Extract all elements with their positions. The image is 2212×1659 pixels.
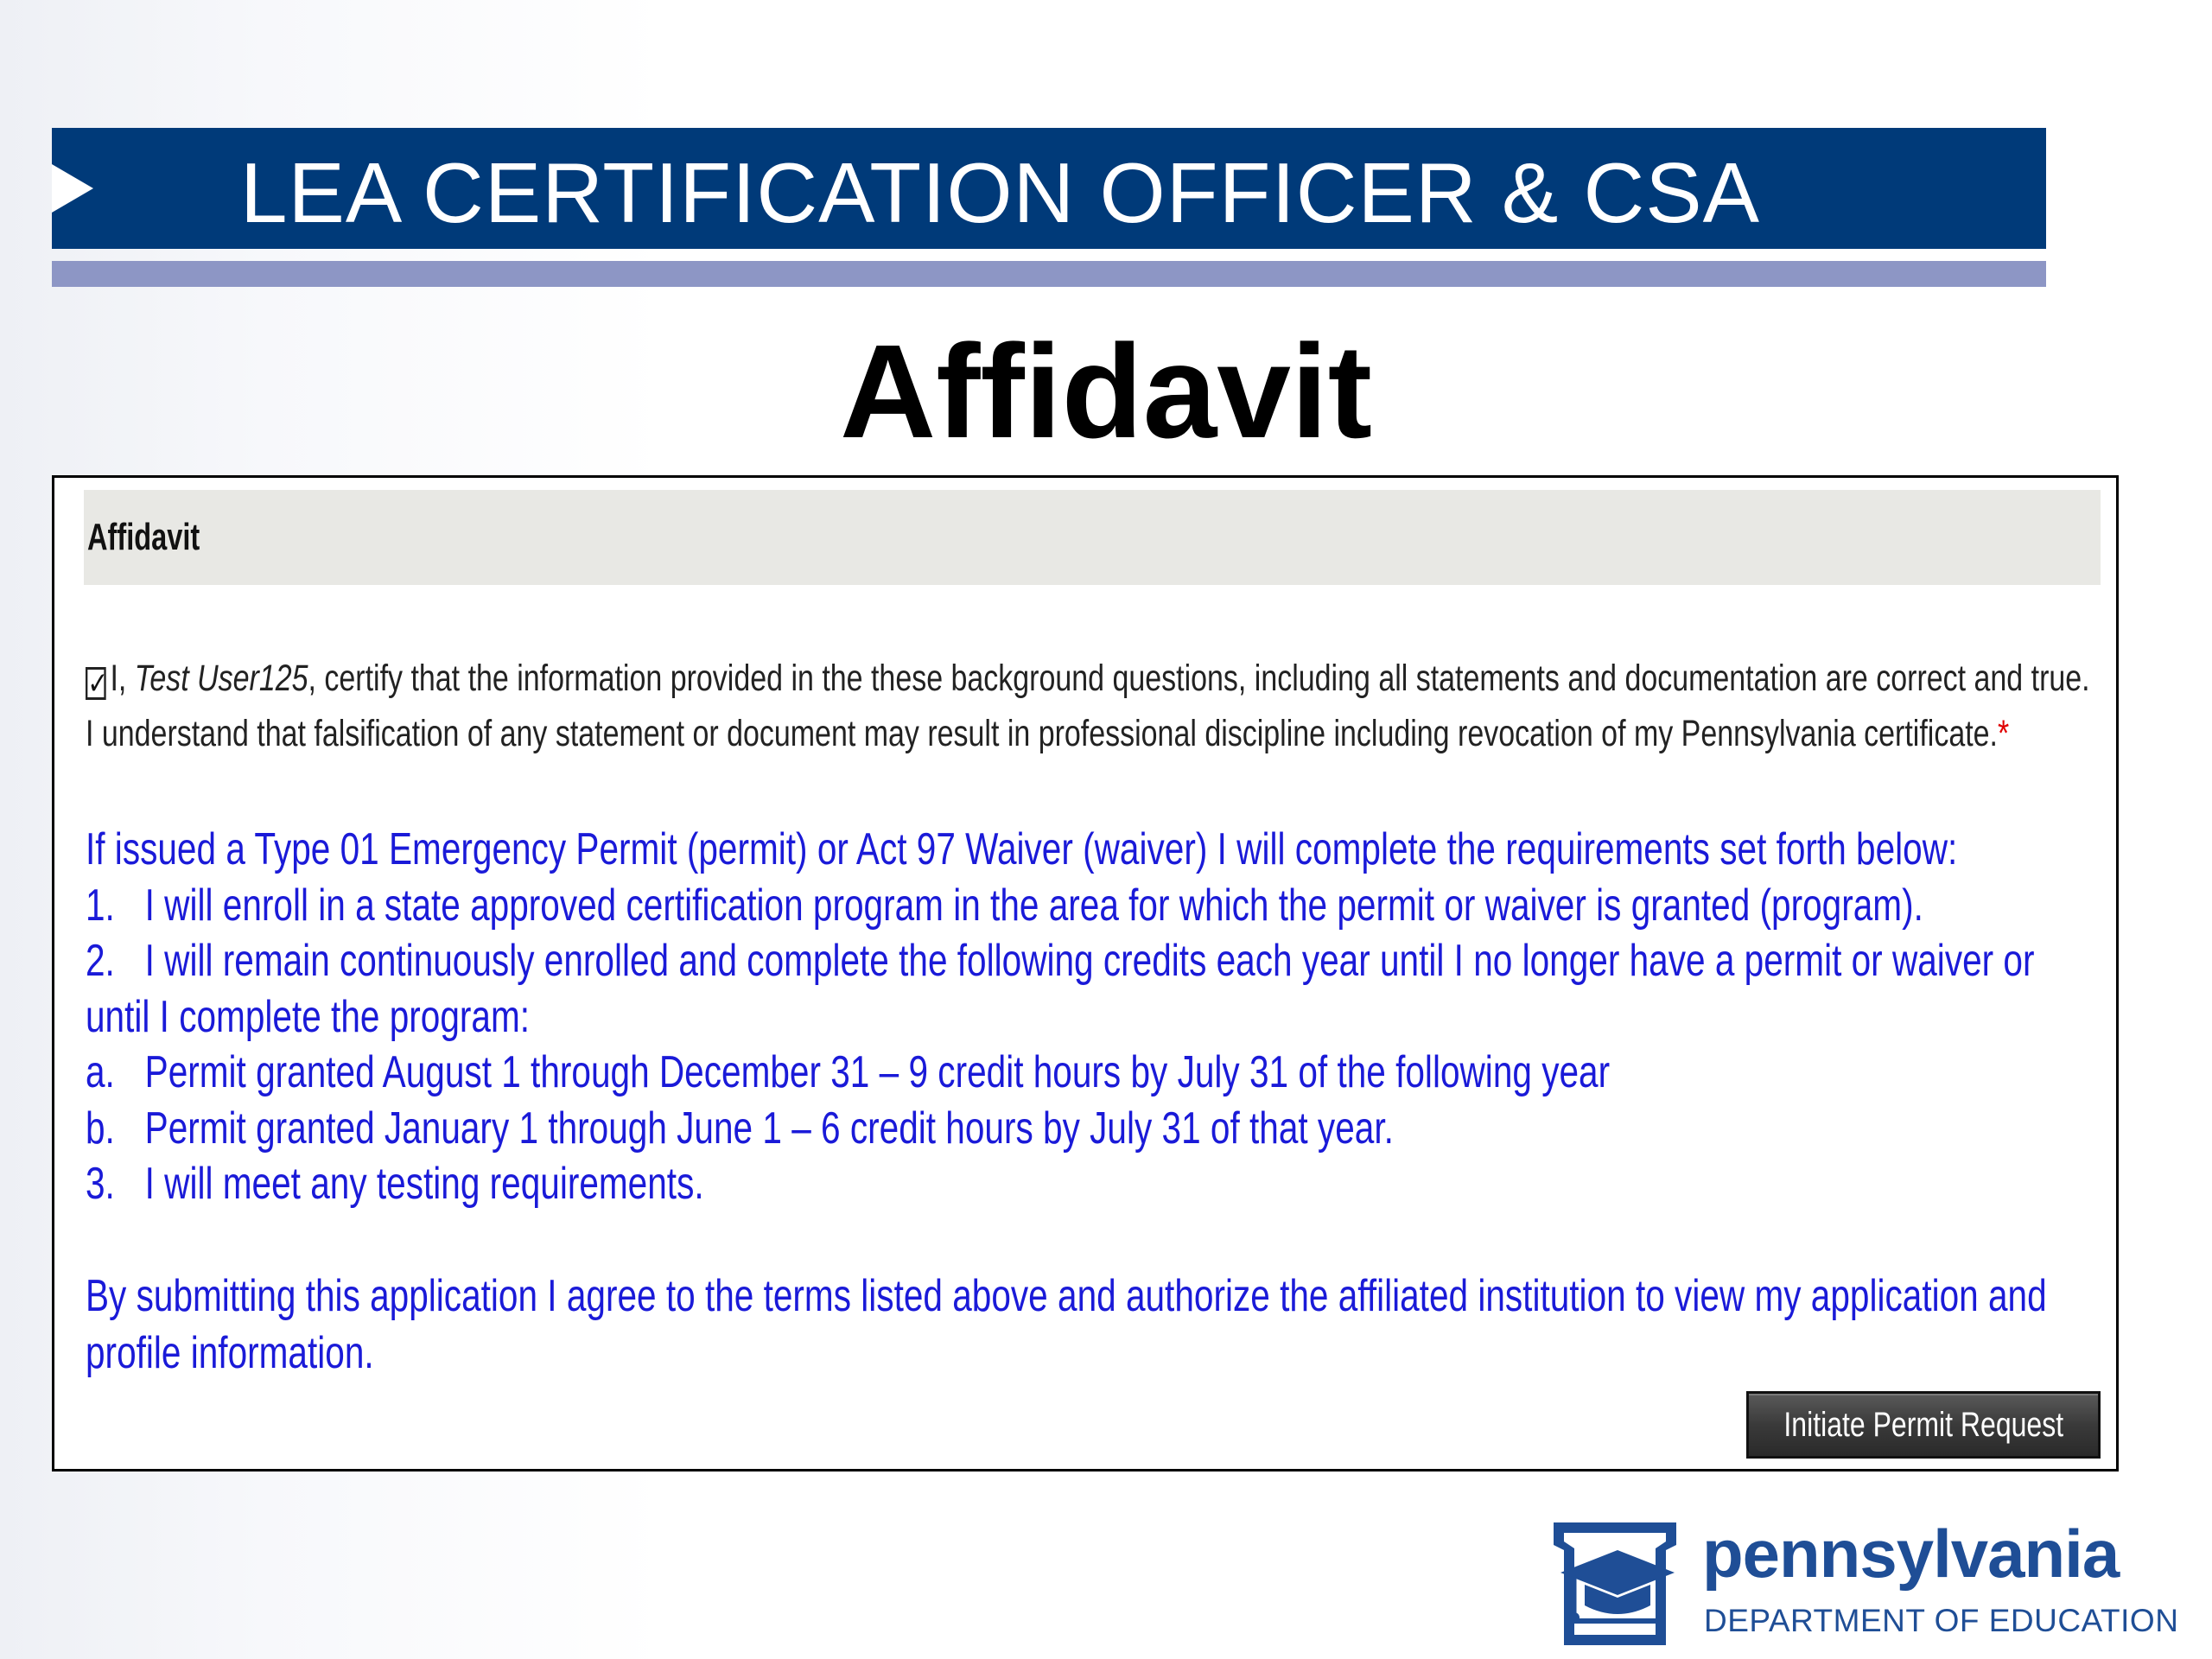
list-item-text: Permit granted January 1 through June 1 – 6 credit hours by July 31 of that year. [144, 1103, 1394, 1154]
title-banner [52, 128, 2046, 249]
certifying-user-name: Test User125 [134, 658, 308, 699]
requirements-intro: If issued a Type 01 Emergency Permit (permit) or Act 97 Waiver (waiver) I will complete the requirements set forth below: [86, 824, 1958, 874]
list-item-marker: 2. [86, 936, 115, 986]
list-item [86, 878, 2107, 934]
panel-header-label: Affidavit [87, 516, 200, 558]
requirements-list [86, 822, 2107, 1212]
certification-statement [86, 651, 2106, 761]
initiate-permit-request-label: Initiate Permit Request [1783, 1406, 2064, 1444]
agreement-text: By submitting this application I agree to the terms listed above and authorize the affiliated institution to view my application and profile information. [86, 1271, 2047, 1378]
panel-header [84, 490, 2101, 585]
list-item-text: I will remain continuously enrolled and complete the following credits each year until I no longer have a permit or waiver or until I complete the program: [86, 936, 2035, 1042]
list-item [86, 1156, 2107, 1212]
list-item-marker: b. [86, 1103, 115, 1154]
logo-wordmark: pennsylvania [1702, 1516, 2120, 1592]
list-item-text: I will meet any testing requirements. [144, 1159, 704, 1209]
affidavit-panel [52, 475, 2119, 1471]
banner-stripe [52, 261, 2046, 287]
keystone-graduation-cap-icon [1545, 1516, 1685, 1654]
logo-department: DEPARTMENT OF EDUCATION [1704, 1603, 2179, 1638]
list-item-marker: 3. [86, 1159, 115, 1209]
list-item [86, 1101, 2107, 1157]
list-item [86, 1045, 2107, 1101]
certification-prefix: I, [110, 658, 135, 699]
required-marker: * [1997, 713, 2010, 754]
list-item-marker: a. [86, 1047, 115, 1097]
banner-title: LEA CERTIFICATION OFFICER & CSA [240, 145, 1760, 240]
slide-heading: Affidavit [840, 317, 1372, 466]
list-item-text: Permit granted August 1 through December 31 – 9 credit hours by July 31 of the following year [144, 1047, 1611, 1097]
certification-text: , certify that the information provided in the these background questions, including all statements and documentation are correct and true. I understand that falsification of any statement or document may result in professional discipline including revocation of my Pennsylvania certificate. [86, 658, 2090, 754]
initiate-permit-request-button[interactable] [1746, 1391, 2101, 1459]
pa-department-of-education-logo [1545, 1516, 2179, 1654]
list-item [86, 933, 2107, 1045]
list-item-marker: 1. [86, 880, 115, 931]
banner-arrow-icon [52, 164, 93, 213]
list-item-text: I will enroll in a state approved certification program in the area for which the permit or waiver is granted (program). [144, 880, 1923, 931]
certification-checkbox[interactable]: ✓ [86, 667, 106, 700]
